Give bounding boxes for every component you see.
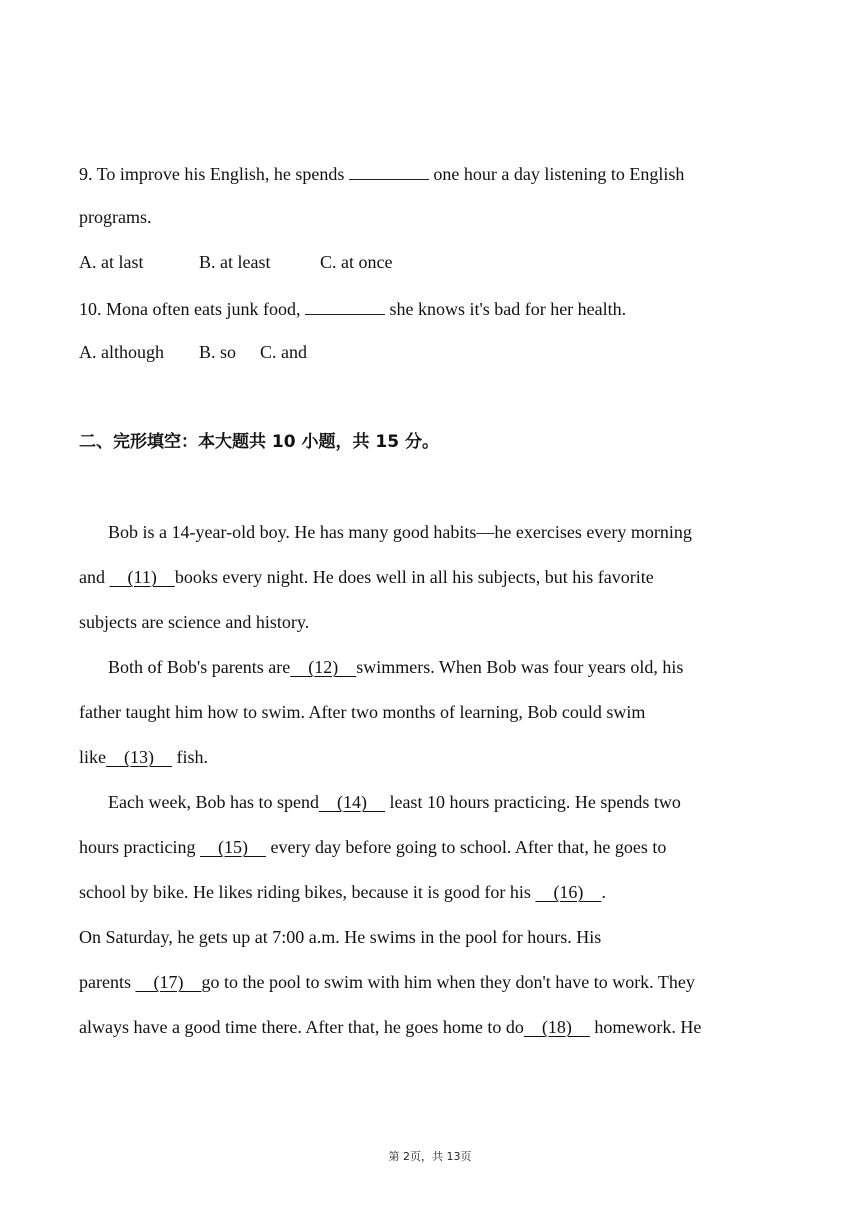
- passage-line: Bob is a 14-year-old boy. He has many good habits—he exercises every morning: [108, 522, 692, 542]
- passage-line: [108, 656, 818, 678]
- passage-text: like: [79, 747, 106, 767]
- question-10-text-a: 10. Mona often eats junk food,: [79, 299, 305, 319]
- question-10-option-b: B. so: [199, 342, 237, 362]
- passage-text: every day before going to school. After that, he goes to: [265, 837, 667, 857]
- passage-text: always have a good time there. After that, he goes home to do: [79, 1017, 524, 1037]
- question-9-option-c: C. at once: [320, 252, 393, 272]
- blank-12: (12): [290, 657, 357, 677]
- blank-16: (16): [535, 882, 602, 902]
- question-10-line-1: [79, 296, 789, 320]
- passage-text: school by bike. He likes riding bikes, because it is good for his: [79, 882, 536, 902]
- passage-text: go to the pool to swim with him when they don't have to work. They: [201, 972, 695, 992]
- blank-17: (17): [135, 972, 202, 992]
- question-10-option-c: C. and: [260, 342, 307, 362]
- passage-line: [108, 791, 818, 813]
- passage-text: swimmers. When Bob was four years old, his: [356, 657, 684, 677]
- blank-15: (15): [199, 837, 266, 857]
- blank-13: (13): [106, 747, 172, 767]
- passage-text: books every night. He does well in all his subjects, but his favorite: [174, 567, 654, 587]
- blank-11: (11): [109, 567, 175, 587]
- passage-line: [79, 1016, 789, 1038]
- question-10-blank: [305, 296, 385, 315]
- question-10-options: [79, 341, 789, 363]
- blank-14: (14): [318, 792, 385, 812]
- question-9-option-a: A. at last: [79, 252, 144, 272]
- question-9-text-a: 9. To improve his English, he spends: [79, 164, 349, 184]
- passage-line: [79, 971, 789, 993]
- passage-text: fish.: [172, 747, 208, 767]
- passage-text: least 10 hours practicing. He spends two: [384, 792, 681, 812]
- passage-text: parents: [79, 972, 136, 992]
- question-9-line-1: [79, 161, 789, 185]
- question-10-text-b: she knows it's bad for her health.: [384, 299, 627, 319]
- blank-18: (18): [523, 1017, 590, 1037]
- passage-line: [79, 881, 789, 903]
- page-footer: 第 2页，共 13页: [388, 1150, 472, 1163]
- passage-line: [79, 566, 789, 588]
- passage-text: and: [79, 567, 110, 587]
- passage-line: father taught him how to swim. After two months of learning, Bob could swim: [79, 702, 646, 722]
- passage-line: subjects are science and history.: [79, 612, 310, 632]
- passage-text: homework. He: [589, 1017, 702, 1037]
- passage-line: [79, 836, 789, 858]
- passage-text: hours practicing: [79, 837, 200, 857]
- question-9-options: [79, 251, 789, 273]
- passage-line: On Saturday, he gets up at 7:00 a.m. He swims in the pool for hours. His: [79, 927, 602, 947]
- passage-text: Both of Bob's parents are: [108, 657, 291, 677]
- question-10-option-a: A. although: [79, 342, 164, 362]
- question-9-blank: [349, 161, 429, 180]
- passage-line: [79, 746, 789, 768]
- question-9-option-b: B. at least: [199, 252, 271, 272]
- question-9-line-2: programs.: [79, 207, 152, 227]
- passage-text: Each week, Bob has to spend: [108, 792, 319, 812]
- passage-text: .: [601, 882, 606, 902]
- section-2-title: 二、完形填空：本大题共 10 小题，共 15 分。: [79, 432, 439, 452]
- question-9-text-b: one hour a day listening to English: [428, 164, 685, 184]
